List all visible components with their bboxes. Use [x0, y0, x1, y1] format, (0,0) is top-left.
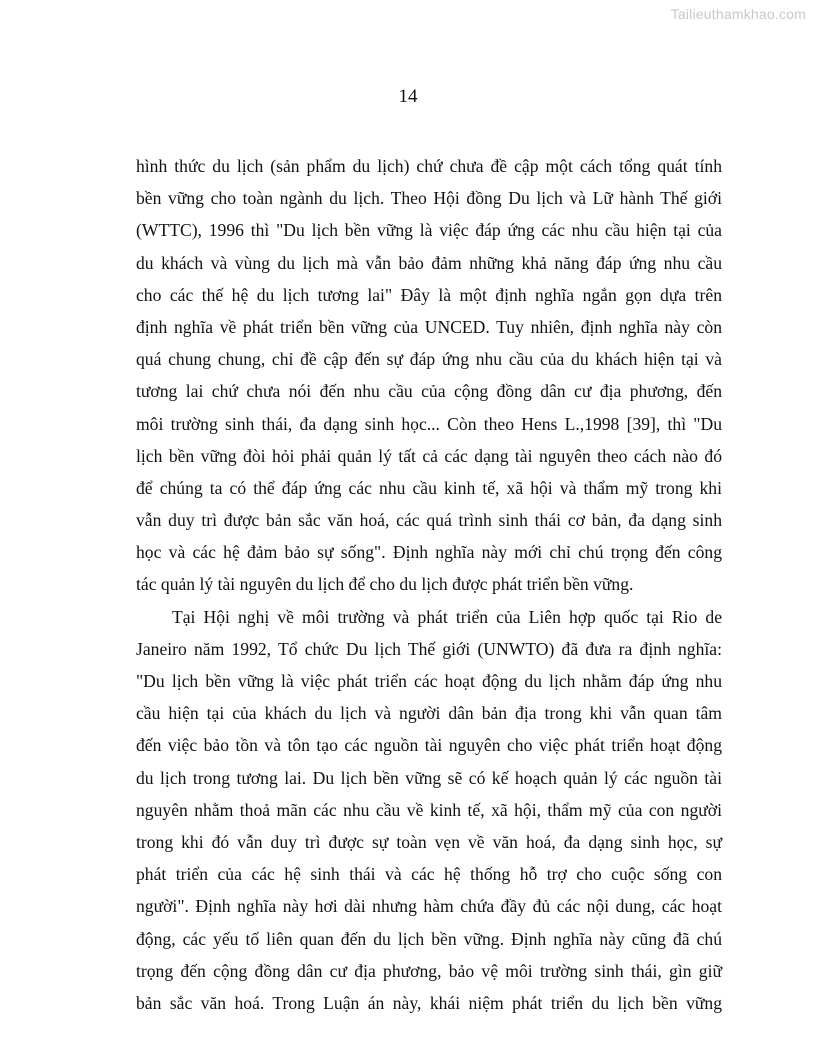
- text-line: Tại Hội nghị về môi trường và phát triển của Liên hợp quốc tại Rio de: [172, 606, 722, 627]
- page-number: 14: [398, 86, 418, 107]
- text-line: cầu hiện tại của khách du lịch và người dân bản địa trong khi vẫn quan tâm: [136, 703, 722, 724]
- text-line: tương lai chứ chưa nói đến nhu cầu của cộng đồng dân cư địa phương, đến: [136, 381, 722, 402]
- text-line: để chúng ta có thể đáp ứng các nhu cầu kinh tế, xã hội và thẩm mỹ trong khi: [136, 477, 722, 498]
- text-line: môi trường sinh thái, đa dạng sinh học... Còn theo Hens L.,1998 [39], thì "Du: [136, 413, 722, 434]
- text-line: trọng đến cộng đồng dân cư địa phương, bảo vệ môi trường sinh thái, gìn giữ: [136, 960, 722, 981]
- text-line: bền vững cho toàn ngành du lịch. Theo Hội đồng Du lịch và Lữ hành Thế giới: [136, 188, 722, 209]
- text-line: du lịch trong tương lai. Du lịch bền vững sẽ có kế hoạch quản lý các nguồn tài: [136, 767, 722, 788]
- text-line: (WTTC), 1996 thì "Du lịch bền vững là việc đáp ứng các nhu cầu hiện tại của: [136, 220, 722, 241]
- text-line: động, các yếu tố liên quan đến du lịch bền vững. Định nghĩa này cũng đã chú: [136, 928, 722, 949]
- text-line: du khách và vùng du lịch mà vẫn bảo đảm những khả năng đáp ứng nhu cầu: [136, 252, 722, 273]
- text-line: định nghĩa về phát triển bền vững của UNCED. Tuy nhiên, định nghĩa này còn: [136, 316, 722, 337]
- text-line: vẫn duy trì được bản sắc văn hoá, các quá trình sinh thái cơ bản, đa dạng sinh: [136, 510, 722, 531]
- text-line: "Du lịch bền vững là việc phát triển các hoạt động du lịch nhằm đáp ứng nhu: [136, 671, 722, 691]
- text-line: phát triển của các hệ sinh thái và các hệ thống hỗ trợ cho cuộc sống con: [136, 864, 722, 885]
- text-line: học và các hệ đảm bảo sự sống". Định nghĩa này mới chỉ chú trọng đến công: [136, 542, 722, 563]
- text-line: quá chung chung, chỉ đề cập đến sự đáp ứng nhu cầu của du khách hiện tại và: [136, 349, 722, 370]
- text-line: đến việc bảo tồn và tôn tạo các nguồn tài nguyên cho việc phát triển hoạt động: [136, 735, 722, 756]
- text-line: trong khi đó vẫn duy trì được sự toàn vẹn về văn hoá, đa dạng sinh học, sự: [136, 831, 722, 852]
- text-line: Janeiro năm 1992, Tổ chức Du lịch Thế giới (UNWTO) đã đưa ra định nghĩa:: [136, 638, 722, 659]
- body-text: [136, 150, 722, 1019]
- text-line: cho các thế hệ du lịch tương lai" Đây là một định nghĩa ngắn gọn dựa trên: [136, 284, 722, 305]
- text-line: hình thức du lịch (sản phẩm du lịch) chứ chưa đề cập một cách tổng quát tính: [136, 156, 722, 176]
- text-line: lịch bền vững đòi hỏi phải quản lý tất cả các dạng tài nguyên theo cách nào đó: [136, 445, 722, 466]
- text-line: tác quản lý tài nguyên du lịch để cho du lịch được phát triển bền vững.: [136, 574, 634, 595]
- watermark-text: Tailieuthamkhao.com: [670, 6, 806, 22]
- text-line: bản sắc văn hoá. Trong Luận án này, khái niệm phát triển du lịch bền vững: [136, 992, 722, 1013]
- text-line: người". Định nghĩa này hơi dài nhưng hàm chứa đầy đủ các nội dung, các hoạt: [136, 896, 722, 917]
- text-line: nguyên nhằm thoả mãn các nhu cầu về kinh tế, xã hội, thẩm mỹ của con người: [136, 799, 722, 820]
